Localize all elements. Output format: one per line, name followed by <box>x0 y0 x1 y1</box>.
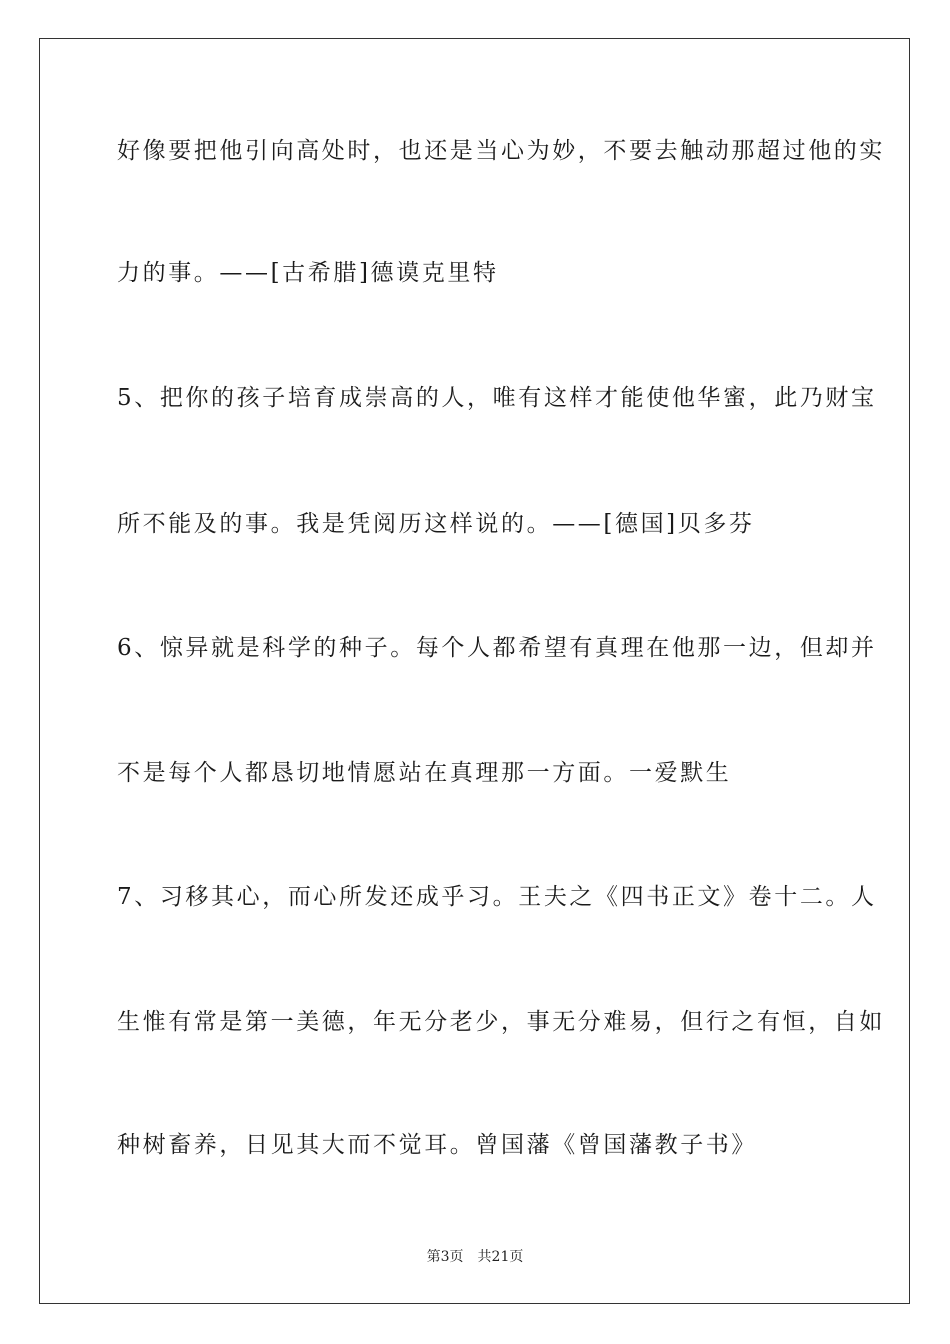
text-line: 好像要把他引向高处时，也还是当心为妙，不要去触动那超过他的实 <box>117 138 885 164</box>
page-number: 第3页 <box>426 1249 464 1265</box>
text-line: 7、习移其心，而心所发还成乎习。王夫之《四书正文》卷十二。人 <box>117 884 877 910</box>
text-line: 所不能及的事。我是凭阅历这样说的。——[德国]贝多芬 <box>117 511 755 537</box>
text-line: 6、惊异就是科学的种子。每个人都希望有真理在他那一边，但却并 <box>117 635 877 661</box>
text-line: 生惟有常是第一美德，年无分老少，事无分难易，但行之有恒，自如 <box>117 1009 885 1035</box>
text-line: 力的事。——[古希腊]德谟克里特 <box>117 260 499 286</box>
text-line: 5、把你的孩子培育成崇高的人，唯有这样才能使他华蜜，此乃财宝 <box>117 385 877 411</box>
page-frame <box>39 38 910 1304</box>
text-line: 不是每个人都恳切地情愿站在真理那一方面。一爱默生 <box>117 760 732 786</box>
text-line: 种树畜养，日见其大而不觉耳。曾国藩《曾国藩教子书》 <box>117 1132 757 1158</box>
page-total: 共21页 <box>477 1249 524 1265</box>
page-footer <box>0 1248 950 1266</box>
